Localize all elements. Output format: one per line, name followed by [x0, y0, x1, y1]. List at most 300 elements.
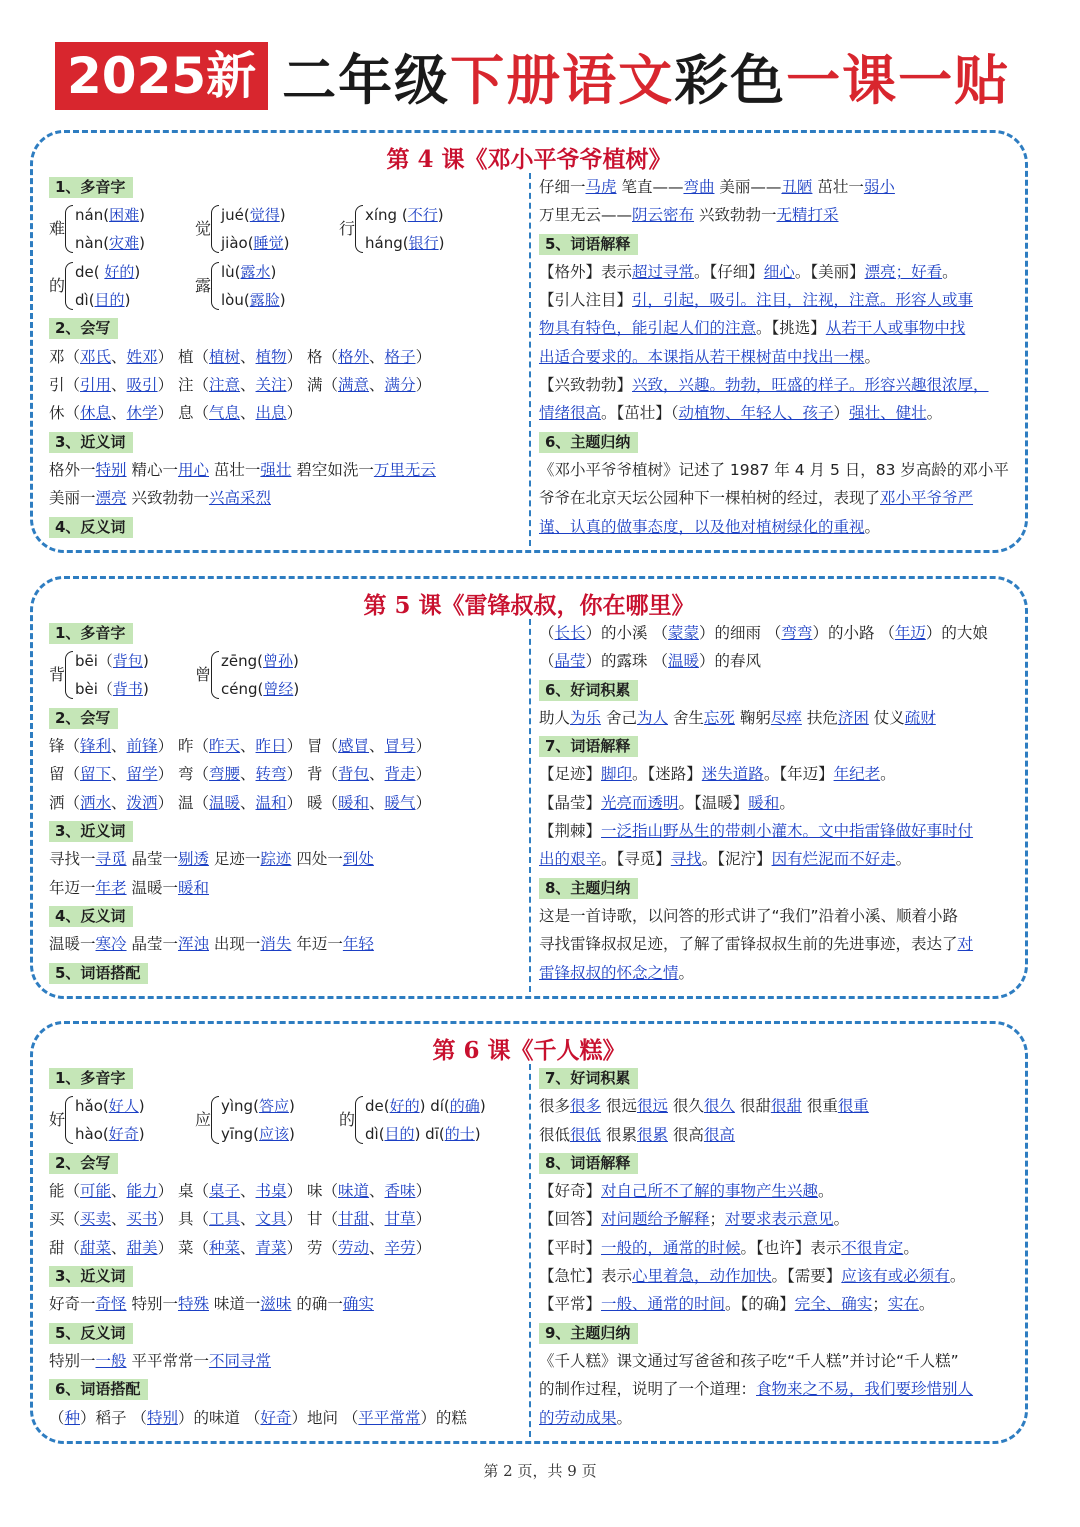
answer-text: 很重	[837, 1097, 869, 1116]
answer-text: 特殊	[177, 1295, 209, 1314]
plain-text: 、	[369, 1210, 385, 1229]
content-line	[539, 845, 1009, 873]
answer-text: 不同寻常	[208, 1351, 271, 1370]
content-line	[539, 1092, 1009, 1120]
answer-text: 谨、认真的做事态度，以及他对植树绿化的重视	[539, 517, 865, 536]
content-line	[49, 930, 519, 958]
answer-text: 兴致，兴趣。勃勃，旺盛的样子。形容兴趣很浓厚，	[632, 376, 989, 395]
pinyin-text: xíng (	[365, 206, 408, 225]
answer-text: 剔透	[177, 850, 209, 869]
answer-text: 万里无云	[373, 460, 436, 479]
plain-text: 好奇一	[49, 1295, 96, 1314]
plain-text: 【急忙】表示	[539, 1267, 633, 1286]
plain-text: 晶莹一	[126, 850, 178, 869]
content-line	[539, 513, 1009, 541]
plain-text: 很高	[667, 1125, 704, 1144]
answer-text: 特别	[95, 460, 127, 479]
pinyin-text: nàn(	[75, 234, 110, 253]
content-line	[49, 343, 519, 371]
polyphone-group	[49, 647, 199, 704]
answer-text: 的士	[444, 1125, 475, 1144]
answer-text: 前锋	[126, 737, 158, 756]
plain-text: 【平常】	[539, 1295, 602, 1314]
plain-text: 。【年迈】	[763, 765, 834, 784]
answer-text: 昨日	[255, 737, 287, 756]
answer-text: 阴云密布	[632, 206, 695, 225]
answer-text: 特别	[146, 1408, 178, 1427]
plain-text: 、	[240, 347, 256, 366]
plain-text: ）	[286, 376, 303, 395]
plain-text: 。【茁壮】（	[601, 404, 679, 423]
plain-text: 冒（	[302, 737, 339, 756]
section-heading-row	[539, 874, 1009, 902]
polyphone-group	[195, 201, 345, 258]
plain-text: 。【仔细】	[694, 262, 764, 281]
reading-line	[221, 229, 289, 257]
plain-text: 。【美丽】	[794, 262, 865, 281]
answer-text: 晶莹	[554, 652, 586, 671]
pinyin-text: )	[142, 680, 149, 699]
plain-text: 很甜	[734, 1097, 771, 1116]
plain-text: 。	[864, 347, 881, 366]
plain-text: ）的糕	[420, 1408, 467, 1427]
plain-text: 植（	[173, 347, 210, 366]
answer-text: 留学	[126, 765, 158, 784]
content-line	[49, 399, 519, 427]
answer-text: 好奇	[260, 1408, 292, 1427]
reading-line	[221, 201, 286, 229]
reading-line	[75, 647, 149, 675]
plain-text: ）	[286, 793, 303, 812]
answer-text: 满分	[384, 376, 416, 395]
plain-text: 、	[111, 1238, 127, 1257]
page-title	[282, 38, 1010, 115]
pinyin-text: hǎo(	[75, 1097, 109, 1116]
plain-text: 温暖一	[126, 878, 178, 897]
plain-text: 。【寻觅】	[601, 850, 671, 869]
page-header	[55, 40, 1010, 112]
right-column	[539, 173, 1009, 541]
plain-text: 引（	[49, 376, 81, 395]
content-line	[539, 817, 1009, 845]
plain-text: 笔直——	[616, 178, 684, 196]
section-heading: 9、主题归纳	[539, 1323, 638, 1344]
answer-text: 物具有特色，能引起人们的注意	[539, 319, 757, 338]
answer-text: 气息	[209, 404, 241, 423]
answer-text: 甘甜	[338, 1210, 370, 1229]
brace-icon	[65, 651, 73, 699]
answer-text: 好人	[108, 1097, 139, 1116]
answer-text: 的确	[449, 1097, 480, 1116]
pinyin-text: ) dī(	[414, 1125, 445, 1144]
section-heading-row	[539, 676, 1009, 704]
plain-text: 。	[833, 1210, 850, 1229]
answer-text: 寻找	[670, 850, 702, 869]
content-line	[539, 399, 1009, 427]
answer-text: 工具	[209, 1210, 241, 1229]
reading-line	[75, 1120, 145, 1148]
pinyin-text: lòu(	[221, 290, 250, 309]
answer-text: 昨天	[209, 737, 241, 756]
plain-text: 仗义	[868, 708, 905, 727]
plain-text: 。	[818, 1182, 834, 1201]
section-heading: 6、好词积累	[539, 680, 638, 701]
section-heading-row	[539, 230, 1009, 258]
section-heading-row	[49, 1262, 519, 1290]
answer-text: 到处	[342, 850, 374, 869]
answer-text: 滋味	[260, 1295, 292, 1314]
plain-text: 。【迷路】	[632, 765, 702, 784]
plain-text: 鞠躬	[734, 708, 771, 727]
plain-text: ）	[415, 376, 432, 395]
answer-text: 寒冷	[95, 935, 127, 954]
section-heading: 3、近义词	[49, 821, 133, 842]
answer-text: 弯腰	[209, 765, 241, 784]
plain-text: 碧空如洗一	[291, 460, 374, 479]
answer-text: 漂亮；好看	[864, 262, 943, 281]
pinyin-text: )	[438, 234, 445, 253]
answer-text: 的劳动成果	[539, 1408, 617, 1427]
reading-line	[221, 1092, 295, 1120]
left-column	[49, 619, 519, 987]
answer-text: 吸引	[126, 376, 158, 395]
content-line	[539, 1262, 1009, 1290]
reading-line	[221, 675, 299, 703]
answer-text: 出适合要求的。本课指从若干棵树苗中找出一棵	[539, 347, 865, 366]
plain-text: 《千人糕》课文通过写爸爸和孩子吃“千人糕”并讨论“千人糕”	[539, 1351, 959, 1370]
answer-text: 确实	[342, 1295, 374, 1314]
section-heading: 6、主题归纳	[539, 432, 638, 453]
pinyin-text: ) dí(	[419, 1097, 450, 1116]
section-heading-row	[49, 173, 519, 201]
content-line	[49, 845, 519, 873]
answer-text: 背包	[112, 652, 143, 671]
answer-text: 无精打采	[776, 206, 839, 225]
content-line	[539, 1121, 1009, 1149]
answer-text: 弯曲	[683, 178, 715, 196]
answer-text: 休学	[126, 404, 158, 423]
plain-text: 劳（	[302, 1238, 339, 1257]
plain-text: 兴致勃勃一	[694, 206, 777, 225]
answer-text: 目的	[384, 1125, 415, 1144]
plain-text: 能（	[49, 1182, 81, 1201]
plain-text: 【好奇】	[539, 1182, 602, 1201]
answer-text: 种菜	[209, 1238, 241, 1257]
section-heading-row	[539, 428, 1009, 456]
plain-text: 洒（	[49, 793, 81, 812]
answer-text: 引用	[80, 376, 112, 395]
brace-icon	[65, 262, 73, 310]
answer-text: 味道	[338, 1182, 370, 1201]
content-line	[539, 1234, 1009, 1262]
content-line	[539, 1205, 1009, 1233]
plain-text: 、	[369, 1238, 385, 1257]
reading-line	[221, 258, 276, 286]
answer-text: 辛劳	[384, 1238, 416, 1257]
pinyin-text: )	[288, 1125, 295, 1144]
lesson-card-6	[30, 1021, 1028, 1444]
column-divider	[529, 1064, 531, 1437]
plain-text: ）	[157, 1182, 174, 1201]
pinyin-text: zēng(	[221, 652, 263, 671]
content-line	[539, 484, 1009, 512]
answer-text: 冒号	[384, 737, 416, 756]
answer-text: 很久	[703, 1097, 735, 1116]
brace-icon	[211, 205, 219, 253]
answer-text: 细心	[763, 262, 795, 281]
plain-text: ）	[415, 347, 432, 366]
answer-text: 暖气	[384, 793, 416, 812]
plain-text: ）	[157, 1210, 174, 1229]
pinyin-text: )	[124, 290, 131, 309]
answer-text: 一般、通常的时间	[601, 1295, 726, 1314]
lesson-title: 第 6 课《千人糕》	[432, 1037, 626, 1064]
polyphone-group	[339, 1092, 489, 1149]
polyphone-char: 应	[195, 1110, 212, 1130]
answer-text: 忘死	[703, 708, 735, 727]
lesson-title: 第 4 课《邓小平爷爷植树》	[386, 146, 672, 173]
answer-text: 洒水	[80, 793, 112, 812]
plain-text: 桌（	[173, 1182, 210, 1201]
section-heading-row	[49, 704, 519, 732]
content-line	[539, 343, 1009, 371]
pinyin-text: de(	[365, 1097, 390, 1116]
section-heading: 5、反义词	[49, 1323, 133, 1344]
section-heading-row	[49, 817, 519, 845]
plain-text: 、	[369, 347, 385, 366]
plain-text: 。	[926, 404, 943, 423]
polyphone-char: 好	[49, 1110, 66, 1130]
plain-text: ）	[157, 1238, 174, 1257]
reading-line	[75, 286, 130, 314]
content-line	[49, 874, 519, 902]
answer-text: 脚印	[601, 765, 633, 784]
answer-text: 应该有或必须有	[841, 1267, 950, 1286]
content-line	[539, 173, 1009, 201]
plain-text: ）的细雨 （	[698, 624, 782, 642]
section-heading: 1、多音字	[49, 623, 133, 644]
plain-text: 、	[240, 737, 256, 756]
answer-text: 很甜	[770, 1097, 802, 1116]
plain-text: （	[539, 652, 555, 671]
answer-text: 济困	[837, 708, 869, 727]
content-line	[49, 1177, 519, 1205]
plain-text: 。【的确】	[725, 1295, 795, 1314]
plain-text: 格（	[302, 347, 339, 366]
plain-text: 很累	[601, 1125, 637, 1144]
plain-text: 。【温暖】	[678, 793, 749, 812]
polyphone-row	[49, 1092, 519, 1149]
pinyin-text: jiào(	[221, 234, 254, 253]
lesson-title: 第 5 课《雷锋叔叔，你在哪里》	[363, 592, 695, 619]
answer-text: 香味	[384, 1182, 416, 1201]
polyphone-group	[339, 201, 489, 258]
answer-text: 疏财	[904, 708, 936, 727]
answer-text: 姓邓	[126, 347, 158, 366]
plain-text: 味（	[302, 1182, 339, 1201]
answer-text: 完全、确实	[794, 1295, 873, 1314]
answer-text: 兴高采烈	[208, 489, 271, 508]
pinyin-text: )	[134, 262, 141, 281]
plain-text: 万里无云——	[539, 206, 633, 225]
polyphone-group	[49, 201, 199, 258]
plain-text: 。	[616, 1408, 633, 1427]
content-line	[539, 201, 1009, 229]
plain-text: ）	[157, 765, 174, 784]
answer-text: 为乐	[570, 708, 602, 727]
answer-text: 一泛指山野丛生的带刺小灌木。文中指雷锋做好事时付	[601, 822, 974, 841]
plain-text: ）	[286, 737, 303, 756]
plain-text: 、	[111, 765, 127, 784]
section-heading-row	[539, 1064, 1009, 1092]
plain-text: 助人	[539, 708, 571, 727]
answer-text: 文具	[255, 1210, 287, 1229]
plain-text: 特别一	[126, 1295, 178, 1314]
pinyin-text: bèi（	[75, 680, 113, 699]
answer-text: 出的艰辛	[539, 850, 602, 869]
plain-text: ；	[872, 1295, 888, 1314]
answer-text: 为人	[636, 708, 668, 727]
section-heading-row	[49, 513, 519, 541]
content-line	[49, 789, 519, 817]
plain-text: 昨（	[173, 737, 210, 756]
pinyin-text: háng(	[365, 234, 409, 253]
plain-text: 平平常常一	[126, 1351, 209, 1370]
plain-text: 息（	[173, 404, 210, 423]
plain-text: 这是一首诗歌，以问答的形式讲了“我们”沿着小溪、顺着小路	[539, 906, 959, 925]
section-heading: 6、词语搭配	[49, 1379, 148, 1400]
answer-text: 迷失道路	[701, 765, 764, 784]
brace-icon	[211, 651, 219, 699]
answer-text: 动植物、年轻人、孩子	[678, 404, 834, 423]
plain-text: ）	[415, 1238, 432, 1257]
section-heading: 1、多音字	[49, 177, 133, 198]
content-line	[539, 789, 1009, 817]
reading-line	[75, 201, 145, 229]
plain-text: （	[539, 624, 555, 642]
answer-text: 一般的，通常的时候	[601, 1238, 741, 1257]
plain-text: 。【挑选】	[756, 319, 826, 338]
plain-text: 、	[240, 376, 256, 395]
plain-text: 、	[111, 376, 127, 395]
answer-text: 马虎	[585, 178, 617, 196]
answer-text: 感冒	[338, 737, 370, 756]
polyphone-char: 觉	[195, 219, 212, 239]
answer-text: 植树	[209, 347, 241, 366]
polyphone-row	[49, 647, 519, 704]
answer-text: 情绪很高	[539, 404, 602, 423]
plain-text: 。	[895, 850, 912, 869]
plain-text: 具（	[173, 1210, 210, 1229]
plain-text: 弯（	[173, 765, 210, 784]
answer-text: 银行	[408, 234, 439, 253]
polyphone-char: 曾	[195, 665, 212, 685]
title-part-sticker: 一课一贴	[786, 47, 1011, 112]
reading-line	[221, 286, 286, 314]
plain-text: 四处一	[291, 850, 343, 869]
answer-text: 好的	[104, 262, 135, 281]
answer-text: 曾孙	[262, 652, 293, 671]
section-heading: 4、反义词	[49, 906, 133, 927]
answer-text: 邓氏	[80, 347, 112, 366]
plain-text: 、	[369, 765, 385, 784]
answer-text: 背走	[384, 765, 416, 784]
answer-text: 实在	[887, 1295, 919, 1314]
polyphone-char: 难	[49, 219, 66, 239]
plain-text: 【晶莹】	[539, 793, 602, 812]
section-heading: 1、多音字	[49, 1068, 133, 1089]
plain-text: 满（	[302, 376, 339, 395]
answer-text: 睡觉	[253, 234, 284, 253]
polyphone-char: 的	[49, 275, 66, 295]
pinyin-text: )	[138, 1125, 145, 1144]
plain-text: ）	[415, 793, 432, 812]
plain-text: 。	[880, 765, 896, 784]
plain-text: ）的露珠 （	[585, 652, 668, 671]
answer-text: 温暖	[209, 793, 241, 812]
section-heading-row	[49, 619, 519, 647]
right-column	[539, 1064, 1009, 1432]
section-heading: 7、好词积累	[539, 1068, 638, 1089]
answer-text: 关注	[255, 376, 287, 395]
section-heading-row	[49, 428, 519, 456]
pinyin-text: )	[288, 1097, 295, 1116]
year-badge: 2025新	[55, 42, 268, 110]
brace-icon	[65, 1096, 73, 1144]
pinyin-text: )	[139, 234, 145, 253]
plain-text: 茁壮一	[812, 178, 864, 196]
section-heading-row	[49, 1375, 519, 1403]
plain-text: 舍己	[601, 708, 637, 727]
content-line	[539, 258, 1009, 286]
polyphone-group	[195, 647, 345, 704]
polyphone-group	[49, 258, 199, 315]
content-line	[49, 1347, 519, 1375]
polyphone-char: 的	[339, 1110, 356, 1130]
plain-text: 、	[369, 376, 385, 395]
content-line	[49, 456, 519, 484]
plain-text: 。	[949, 1267, 966, 1286]
reading-line	[365, 1120, 481, 1148]
answer-text: 消失	[260, 935, 292, 954]
plain-text: ）	[286, 1238, 303, 1257]
brace-icon	[355, 1096, 363, 1144]
plain-text: ）	[157, 376, 174, 395]
section-heading: 5、词语搭配	[49, 963, 148, 984]
pinyin-text: )	[293, 652, 299, 671]
plain-text: 、	[240, 1238, 256, 1257]
plain-text: 寻找雷锋叔叔足迹，了解了雷锋叔叔生前的先进事迹，表达了	[539, 935, 958, 954]
plain-text: 温暖一	[49, 935, 96, 954]
answer-text: 很累	[636, 1125, 668, 1144]
plain-text: 。【泥泞】	[701, 850, 772, 869]
content-line	[539, 930, 1009, 958]
plain-text: 兴致勃勃一	[126, 489, 209, 508]
answer-text: 对	[957, 935, 974, 954]
plain-text: 、	[111, 793, 127, 812]
reading-line	[221, 1120, 295, 1148]
plain-text: 特别一	[49, 1351, 96, 1370]
content-line	[49, 732, 519, 760]
plain-text: 美丽——	[714, 178, 782, 196]
pinyin-text: )	[283, 234, 290, 253]
plain-text: 很多	[539, 1097, 571, 1116]
answer-text: 超过寻常	[632, 262, 695, 281]
pinyin-text: )	[474, 1125, 481, 1144]
answer-text: 泼洒	[126, 793, 158, 812]
plain-text: 、	[240, 793, 256, 812]
answer-text: 用心	[177, 460, 209, 479]
